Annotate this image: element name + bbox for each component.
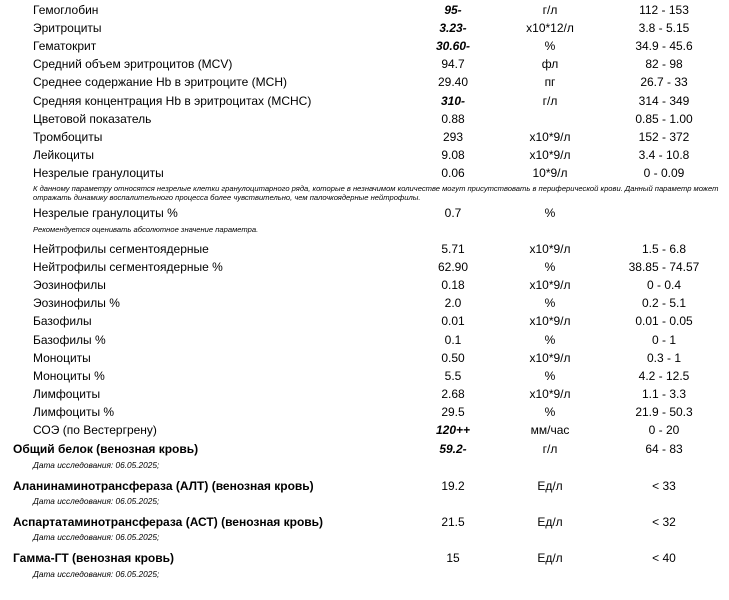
reference-range: 0.2 - 5.1 bbox=[641, 296, 687, 310]
test-unit: мм/час bbox=[530, 423, 570, 437]
test-value: 310- bbox=[440, 94, 466, 108]
test-unit: % bbox=[544, 39, 556, 53]
test-name: Незрелые гранулоциты % bbox=[33, 206, 178, 220]
test-name: Моноциты bbox=[33, 351, 91, 365]
test-unit: x10*9/л bbox=[529, 387, 571, 401]
test-value: 9.08 bbox=[441, 148, 465, 162]
reference-range: 1.1 - 3.3 bbox=[641, 387, 687, 401]
test-value: 21.5 bbox=[441, 515, 465, 529]
test-unit: x10*9/л bbox=[529, 148, 571, 162]
result-row bbox=[0, 1, 729, 19]
test-unit: % bbox=[544, 296, 556, 310]
test-value: 0.18 bbox=[441, 278, 465, 292]
test-name: Тромбоциты bbox=[33, 130, 103, 144]
test-value: 5.5 bbox=[444, 369, 462, 383]
test-value: 3.23- bbox=[439, 21, 467, 35]
reference-range: 0 - 0.4 bbox=[646, 278, 682, 292]
test-date: Дата исследования: 06.05.2025; bbox=[33, 460, 160, 470]
test-date: Дата исследования: 06.05.2025; bbox=[33, 569, 160, 579]
reference-range: < 32 bbox=[652, 515, 676, 529]
test-unit: г/л bbox=[542, 3, 558, 17]
test-name: Эозинофилы bbox=[33, 278, 106, 292]
test-value: 29.5 bbox=[441, 405, 465, 419]
test-name: Эритроциты bbox=[33, 21, 102, 35]
test-unit: x10*9/л bbox=[529, 130, 571, 144]
result-row bbox=[0, 403, 729, 421]
result-row bbox=[0, 421, 729, 439]
result-row bbox=[0, 110, 729, 128]
reference-range: 1.5 - 6.8 bbox=[641, 242, 687, 256]
test-value: 19.2 bbox=[441, 479, 465, 493]
test-unit: % bbox=[544, 369, 556, 383]
reference-range: 112 - 153 bbox=[639, 3, 689, 17]
test-unit: г/л bbox=[542, 94, 558, 108]
reference-range: 0.3 - 1 bbox=[646, 351, 682, 365]
test-date: Дата исследования: 06.05.2025; bbox=[33, 532, 160, 542]
reference-range: 0.01 - 0.05 bbox=[635, 314, 693, 328]
test-unit: фл bbox=[541, 57, 559, 71]
result-row bbox=[0, 385, 729, 403]
test-value: 94.7 bbox=[441, 57, 465, 71]
reference-range: 0 - 20 bbox=[648, 423, 680, 437]
test-unit: 10*9/л bbox=[532, 166, 568, 180]
test-unit: Ед/л bbox=[537, 515, 563, 529]
test-value: 30.60- bbox=[435, 39, 471, 53]
reference-range: 0.85 - 1.00 bbox=[635, 112, 693, 126]
test-value: 120++ bbox=[435, 423, 471, 437]
test-name: СОЭ (по Вестергрену) bbox=[33, 423, 157, 437]
reference-range: 64 - 83 bbox=[645, 442, 683, 456]
reference-range: 26.7 - 33 bbox=[640, 75, 688, 89]
test-name: Лейкоциты bbox=[33, 148, 95, 162]
result-row bbox=[0, 367, 729, 385]
test-value: 29.40 bbox=[437, 75, 469, 89]
test-name: Средняя концентрация Hb в эритроцитах (MCHC) bbox=[33, 94, 312, 108]
test-date: Дата исследования: 06.05.2025; bbox=[33, 496, 160, 506]
test-unit: x10*12/л bbox=[526, 21, 574, 35]
test-unit: пг bbox=[544, 75, 556, 89]
test-unit: % bbox=[544, 260, 556, 274]
test-name: Среднее содержание Hb в эритроците (MCH) bbox=[33, 75, 287, 89]
result-row bbox=[0, 240, 729, 258]
reference-range: 3.8 - 5.15 bbox=[638, 21, 690, 35]
test-name: Моноциты % bbox=[33, 369, 105, 383]
parameter-note: К данному параметру относятся незрелые клетки гранулоцитарного ряда, которые в незначимом количестве могут присутствовать в периферической крови. Данный параметр может отражать динамику воспалительного процесса более чувствительно, чем палочкоядерные нейтрофилы. bbox=[33, 184, 719, 202]
result-row bbox=[0, 73, 729, 91]
result-row bbox=[0, 276, 729, 294]
test-value: 0.1 bbox=[444, 333, 462, 347]
test-value: 2.0 bbox=[444, 296, 462, 310]
test-name: Незрелые гранулоциты bbox=[33, 166, 164, 180]
reference-range: 4.2 - 12.5 bbox=[638, 369, 690, 383]
test-name: Нейтрофилы сегментоядерные % bbox=[33, 260, 223, 274]
reference-range: 21.9 - 50.3 bbox=[635, 405, 693, 419]
test-name: Гематокрит bbox=[33, 39, 97, 53]
result-row-main bbox=[0, 477, 729, 495]
reference-range: 3.4 - 10.8 bbox=[638, 148, 690, 162]
reference-range: 82 - 98 bbox=[645, 57, 683, 71]
reference-range: < 33 bbox=[652, 479, 676, 493]
test-unit: x10*9/л bbox=[529, 278, 571, 292]
reference-range: 152 - 372 bbox=[638, 130, 690, 144]
result-row bbox=[0, 92, 729, 110]
test-unit: Ед/л bbox=[537, 551, 563, 565]
result-row-main bbox=[0, 549, 729, 567]
test-unit: x10*9/л bbox=[529, 314, 571, 328]
result-row bbox=[0, 146, 729, 164]
test-value: 2.68 bbox=[441, 387, 465, 401]
result-row bbox=[0, 349, 729, 367]
test-unit: x10*9/л bbox=[529, 351, 571, 365]
test-name: Аспартатаминотрансфераза (АСТ) (венозная кровь) bbox=[13, 515, 324, 529]
result-row bbox=[0, 294, 729, 312]
test-name: Гемоглобин bbox=[33, 3, 99, 17]
result-row bbox=[0, 331, 729, 349]
result-row bbox=[0, 128, 729, 146]
reference-range: 38.85 - 74.57 bbox=[628, 260, 700, 274]
test-value: 0.01 bbox=[441, 314, 465, 328]
test-name: Аланинаминотрансфераза (АЛТ) (венозная кровь) bbox=[13, 479, 314, 493]
test-unit: % bbox=[544, 405, 556, 419]
test-unit: % bbox=[544, 333, 556, 347]
test-value: 0.88 bbox=[441, 112, 465, 126]
reference-range: < 40 bbox=[652, 551, 676, 565]
reference-range: 314 - 349 bbox=[638, 94, 690, 108]
test-value: 59.2- bbox=[439, 442, 467, 456]
test-value: 0.06 bbox=[441, 166, 465, 180]
result-row bbox=[0, 37, 729, 55]
test-name: Лимфоциты % bbox=[33, 405, 115, 419]
test-unit: x10*9/л bbox=[529, 242, 571, 256]
result-row bbox=[0, 164, 729, 182]
test-unit: г/л bbox=[542, 442, 558, 456]
test-unit: Ед/л bbox=[537, 479, 563, 493]
reference-range: 0 - 0.09 bbox=[643, 166, 685, 180]
test-name: Гамма-ГТ (венозная кровь) bbox=[13, 551, 174, 565]
test-name: Базофилы bbox=[33, 314, 92, 328]
test-name: Эозинофилы % bbox=[33, 296, 120, 310]
test-value: 0.50 bbox=[441, 351, 465, 365]
result-row bbox=[0, 55, 729, 73]
test-name: Базофилы % bbox=[33, 333, 106, 347]
result-row bbox=[0, 312, 729, 330]
result-row-main bbox=[0, 440, 729, 458]
reference-range: 0 - 1 bbox=[651, 333, 676, 347]
test-value: 15 bbox=[446, 551, 460, 565]
test-name: Нейтрофилы сегментоядерные bbox=[33, 242, 209, 256]
test-value: 95- bbox=[444, 3, 462, 17]
result-row bbox=[0, 258, 729, 276]
result-row bbox=[0, 204, 729, 222]
test-value: 5.71 bbox=[441, 242, 465, 256]
parameter-note: Рекомендуется оценивать абсолютное значение параметра. bbox=[33, 225, 259, 234]
reference-range: 34.9 - 45.6 bbox=[635, 39, 693, 53]
test-name: Лимфоциты bbox=[33, 387, 101, 401]
test-name: Общий белок (венозная кровь) bbox=[13, 442, 199, 456]
test-name: Средний объем эритроцитов (MCV) bbox=[33, 57, 233, 71]
test-name: Цветовой показатель bbox=[33, 112, 152, 126]
result-row-main bbox=[0, 513, 729, 531]
test-unit: % bbox=[544, 206, 556, 220]
test-value: 293 bbox=[442, 130, 464, 144]
test-value: 0.7 bbox=[444, 206, 462, 220]
test-value: 62.90 bbox=[437, 260, 469, 274]
result-row bbox=[0, 19, 729, 37]
